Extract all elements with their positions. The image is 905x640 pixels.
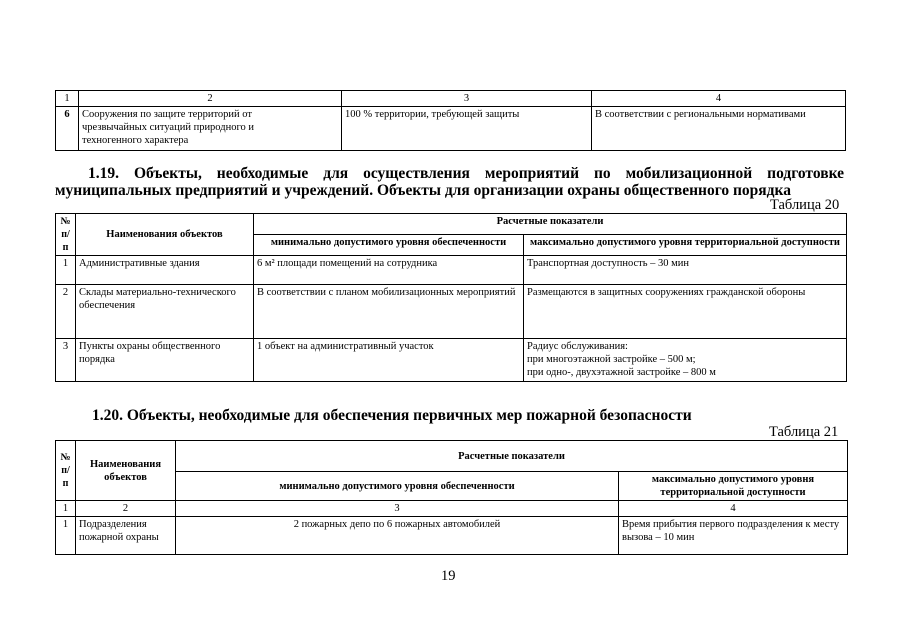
table-header-row [56,441,848,472]
table-20 [55,213,847,382]
col-name-header: Наименования объектов [76,214,254,256]
max-value: Транспортная доступность – 30 мин [524,256,847,285]
section-heading-1-19-line2: муниципальных предприятий и учреждений. Объекты для организации охраны общественного порядка [55,182,791,199]
table-cell: 4 [619,501,848,517]
table-cell: 1 [56,501,76,517]
row-number: 3 [56,339,76,382]
object-name: Склады материально-технического обеспечения [76,285,254,339]
row-number: 1 [56,517,76,555]
object-name: Сооружения по защите территорий от чрезвычайных ситуаций природного и техногенного характера [79,107,342,151]
col-number-header: № п/п [56,441,76,501]
min-value: 1 объект на административный участок [254,339,524,382]
section-heading-1-20: 1.20. Объекты, необходимые для обеспечения первичных мер пожарной безопасности [92,407,692,424]
col-number-header: № п/п [56,214,76,256]
page-number: 19 [441,568,456,584]
table-row [56,107,846,151]
max-value: Размещаются в защитных сооружениях гражданской обороны [524,285,847,339]
table-cell: 4 [592,91,846,107]
table-row [56,256,847,285]
object-name: Подразделения пожарной охраны [76,517,176,555]
max-value: Время прибытия первого подразделения к месту вызова – 10 мин [619,517,848,555]
max-value: Радиус обслуживания: при многоэтажной застройке – 500 м; при одно-, двухэтажной застройке – 800 м [524,339,847,382]
table-cell: 2 [79,91,342,107]
table-header-row [56,214,847,235]
min-value: В соответствии с планом мобилизационных мероприятий [254,285,524,339]
row-number: 6 [56,107,79,151]
col-group-header: Расчетные показатели [254,214,847,235]
object-name: Административные здания [76,256,254,285]
object-name: Пункты охраны общественного порядка [76,339,254,382]
table-row [56,517,848,555]
table-row [56,339,847,382]
col-min-header: минимально допустимого уровня обеспеченности [254,235,524,256]
col-group-header: Расчетные показатели [176,441,848,472]
col-max-header: максимально допустимого уровня территориальной доступности [524,235,847,256]
min-value: 6 м² площади помещений на сотрудника [254,256,524,285]
min-value: 2 пожарных депо по 6 пожарных автомобилей [176,517,619,555]
table-label-21: Таблица 21 [769,424,839,440]
table-cell: 1 [56,91,79,107]
table-21 [55,440,848,555]
table-cell: 3 [342,91,592,107]
table-label-20: Таблица 20 [770,197,840,213]
max-value: В соответствии с региональными нормативами [592,107,846,151]
row-number: 2 [56,285,76,339]
section-heading-1-19: 1.19. Объекты, необходимые для осуществления мероприятий по мобилизационной подготовке [88,165,844,182]
table-index-row [56,501,848,517]
table-index-row [56,91,846,107]
row-number: 1 [56,256,76,285]
table-cell: 2 [76,501,176,517]
table-cell: 3 [176,501,619,517]
min-value: 100 % территории, требующей защиты [342,107,592,151]
col-name-header: Наименования объектов [76,441,176,501]
col-min-header: минимально допустимого уровня обеспеченности [176,472,619,501]
col-max-header: максимально допустимого уровня территориальной доступности [619,472,848,501]
table-row [56,285,847,339]
continuation-table [55,90,846,151]
